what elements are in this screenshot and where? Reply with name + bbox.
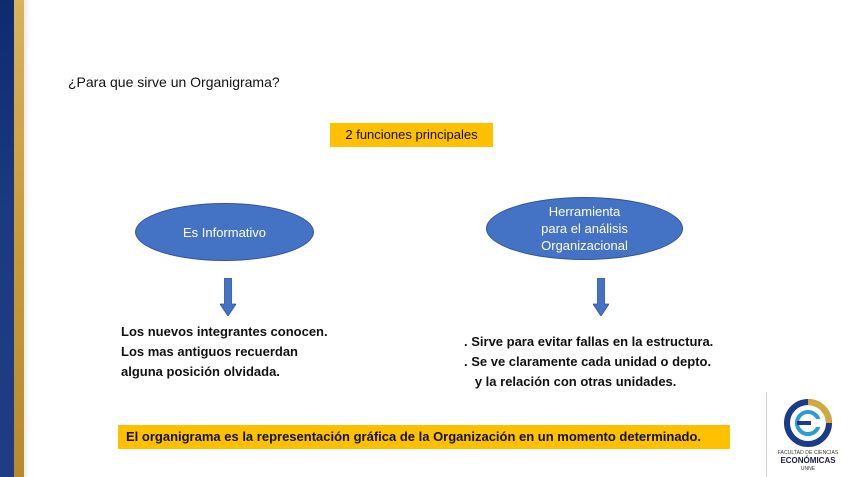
logo-unne-line: UNNE	[800, 466, 816, 472]
faculty-emblem-icon	[767, 392, 848, 450]
left-band-navy	[0, 0, 14, 477]
down-arrow-right-icon	[593, 278, 609, 316]
informative-ellipse	[135, 203, 314, 261]
informative-line-1: Los nuevos integrantes conocen.	[121, 324, 328, 339]
left-band-shade	[24, 0, 30, 477]
analysis-description	[464, 332, 713, 392]
analysis-line-1: . Sirve para evitar fallas en la estructura.	[464, 334, 714, 349]
informative-line-2: Los mas antiguos recuerdan	[121, 344, 298, 359]
analysis-tool-line-3: Organizacional	[541, 238, 628, 253]
analysis-tool-line-2: para el análisis	[541, 221, 628, 236]
informative-ellipse-label: Es Informativo	[182, 224, 267, 240]
question-text: ¿Para que sirve un Organigrama?	[68, 74, 280, 90]
logo-faculty-line: FACULTAD DE CIENCIAS	[777, 450, 839, 456]
definition-box: El organigrama es la representación gráfica de la Organización en un momento determinado.	[118, 425, 730, 449]
analysis-tool-ellipse	[486, 197, 683, 260]
left-band-gold	[14, 0, 24, 477]
main-functions-box: 2 funciones principales	[330, 123, 493, 147]
logo-economics-line: ECONÓMICAS	[780, 456, 836, 465]
analysis-tool-line-1: Herramienta	[548, 204, 621, 219]
informative-line-3: alguna posición olvidada.	[121, 364, 280, 379]
faculty-logo	[766, 392, 848, 477]
down-arrow-left-icon	[220, 278, 236, 316]
analysis-line-2: . Se ve claramente cada unidad o depto.	[464, 354, 712, 369]
informative-description	[121, 322, 328, 382]
analysis-line-3: y la relación con otras unidades.	[464, 374, 677, 389]
